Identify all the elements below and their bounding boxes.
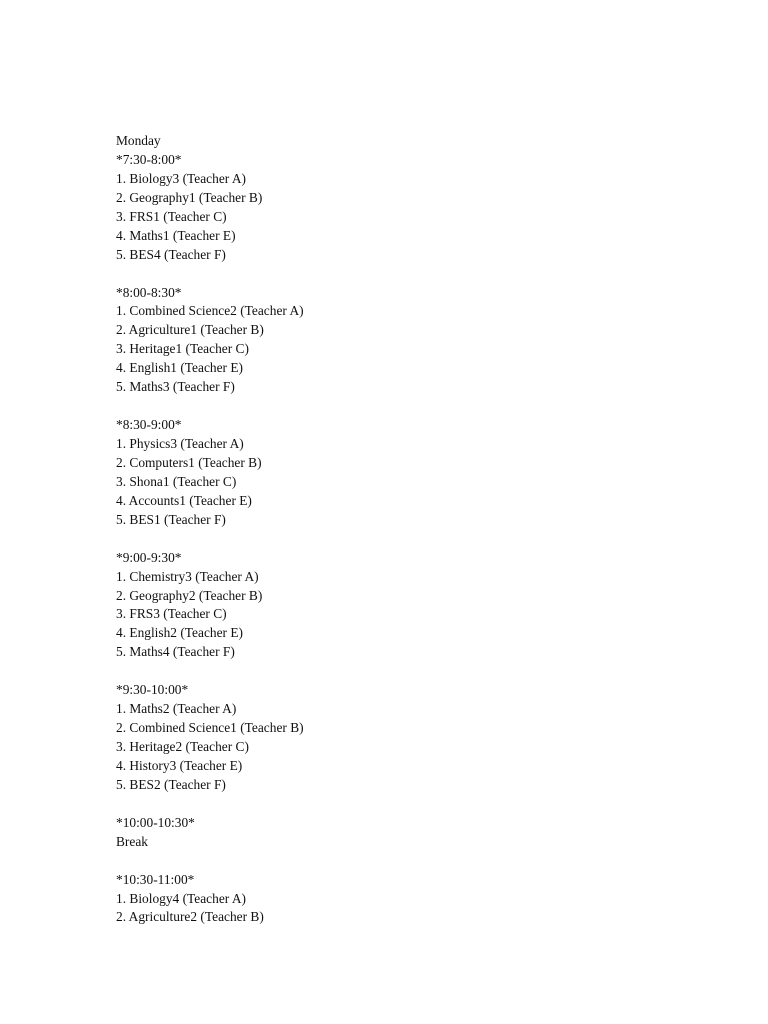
lesson-line: 1. Biology4 (Teacher A) — [116, 890, 246, 906]
time-slot — [116, 871, 676, 928]
lesson-line: 1. Maths2 (Teacher A) — [116, 701, 237, 717]
lesson-line: 3. FRS1 (Teacher C) — [116, 208, 227, 224]
lesson-line: 4. History3 (Teacher E) — [116, 757, 243, 773]
time-slot — [116, 416, 676, 530]
lesson-line: 5. BES1 (Teacher F) — [116, 511, 226, 527]
lesson-line: 4. English2 (Teacher E) — [116, 625, 243, 641]
slot-time: *9:30-10:00* — [116, 682, 189, 698]
day-heading: Monday — [116, 133, 161, 148]
lesson-line: 2. Agriculture2 (Teacher B) — [116, 909, 264, 925]
lesson-line: 3. Heritage1 (Teacher C) — [116, 341, 249, 357]
break-line: Break — [116, 833, 148, 849]
lesson-line: 3. Heritage2 (Teacher C) — [116, 739, 249, 754]
lesson-line: 5. Maths3 (Teacher F) — [116, 379, 235, 395]
slot-time: *8:30-9:00* — [116, 417, 182, 433]
lesson-line: 3. Shona1 (Teacher C) — [116, 473, 237, 489]
slot-time: *7:30-8:00* — [116, 151, 182, 167]
slot-time: *10:30-11:00* — [116, 871, 195, 887]
blank-line — [116, 662, 676, 681]
lesson-line: 2. Computers1 (Teacher B) — [116, 454, 262, 470]
lesson-line: 5. BES2 (Teacher F) — [116, 776, 226, 792]
lesson-line: 4. Maths1 (Teacher E) — [116, 227, 236, 243]
time-slot — [116, 681, 676, 795]
time-slot — [116, 549, 676, 663]
blank-line — [116, 530, 676, 549]
slot-time: *10:00-10:30* — [116, 814, 195, 830]
slot-time: *9:00-9:30* — [116, 549, 182, 565]
lesson-line: 2. Geography2 (Teacher B) — [116, 587, 263, 603]
time-slot — [116, 151, 676, 265]
lesson-line: 1. Physics3 (Teacher A) — [116, 436, 244, 451]
lesson-line: 5. Maths4 (Teacher F) — [116, 644, 235, 660]
lesson-line: 4. Accounts1 (Teacher E) — [116, 492, 252, 508]
blank-line — [116, 265, 676, 284]
time-slot — [116, 284, 676, 398]
lesson-line: 2. Combined Science1 (Teacher B) — [116, 720, 304, 736]
lesson-line: 3. FRS3 (Teacher C) — [116, 606, 227, 622]
blank-line — [116, 795, 676, 814]
slot-time: *8:00-8:30* — [116, 284, 182, 300]
lesson-line: 1. Combined Science2 (Teacher A) — [116, 303, 304, 319]
time-slot — [116, 814, 676, 852]
lesson-line: 4. English1 (Teacher E) — [116, 360, 243, 376]
lesson-line: 5. BES4 (Teacher F) — [116, 246, 226, 262]
blank-line — [116, 852, 676, 871]
lesson-line: 2. Agriculture1 (Teacher B) — [116, 322, 264, 338]
lesson-line: 1. Biology3 (Teacher A) — [116, 170, 246, 186]
blank-line — [116, 397, 676, 416]
document-page — [116, 132, 676, 927]
lesson-line: 1. Chemistry3 (Teacher A) — [116, 568, 259, 584]
lesson-line: 2. Geography1 (Teacher B) — [116, 189, 263, 205]
